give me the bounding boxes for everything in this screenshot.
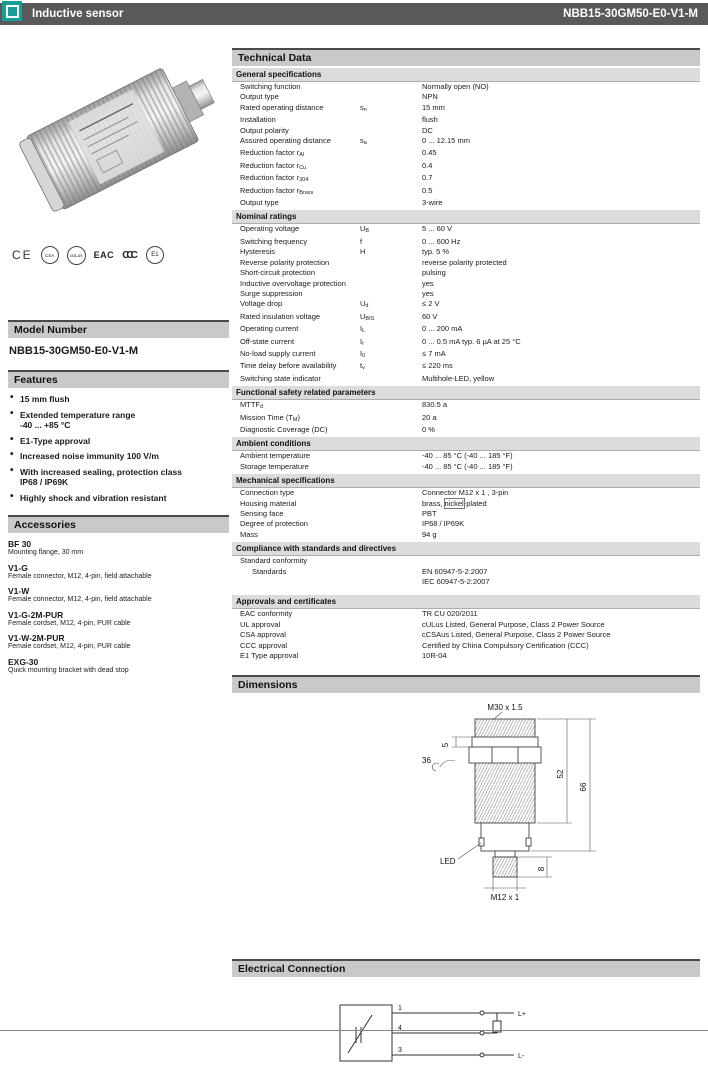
accessory-item — [8, 586, 229, 605]
spec-row — [232, 337, 700, 349]
accessory-name: V1-G — [8, 562, 28, 573]
spec-symbol: $U_d$ — [360, 299, 369, 310]
spec-symbol — [360, 289, 422, 299]
dimension-drawing — [232, 693, 700, 931]
spec-symbol — [360, 173, 422, 185]
spec-symbol: $I_r$ — [360, 336, 364, 347]
supply-plus-label: L+ — [518, 1011, 526, 1019]
spec-label: Operating voltage — [240, 224, 300, 234]
feature-item: • Extended temperature range -40 ... +85 °C — [8, 410, 229, 431]
spec-row — [232, 268, 700, 278]
spec-row — [232, 136, 700, 148]
spec-symbol — [360, 519, 422, 529]
culus-mark-icon: cULus — [67, 246, 86, 265]
spec-value: 60 V — [422, 311, 438, 321]
product-photo — [8, 32, 229, 240]
spec-row — [232, 279, 700, 289]
spec-label: Off-state current — [240, 336, 295, 346]
spec-value: 15 mm — [422, 102, 445, 112]
spec-symbol — [360, 115, 422, 125]
spec-label: Storage temperature — [240, 461, 309, 471]
spec-value: Multihole-LED, yellow — [422, 373, 495, 383]
spec-symbol — [360, 620, 422, 630]
spec-label: Connection type — [240, 488, 295, 498]
spec-label: CCC approval — [240, 640, 288, 650]
spec-value: Normally open (NO) — [422, 82, 489, 91]
accessory-desc: Female cordset, M12, 4-pin, PUR cable — [8, 643, 131, 650]
spec-value: TR CU 020/2011 — [422, 609, 478, 619]
product-category: Inductive sensor — [32, 8, 124, 20]
spec-symbol: $t_v$ — [360, 361, 365, 372]
spec-label: Sensing face — [240, 509, 284, 518]
feature-item: • 15 mm flush — [8, 394, 229, 405]
eac-mark-icon: EAC — [93, 250, 115, 260]
spec-symbol — [360, 82, 422, 92]
spec-symbol — [360, 161, 422, 173]
spec-row — [232, 312, 700, 324]
spec-label: Inductive overvoltage protection — [240, 278, 346, 288]
accessories-header: Accessories — [8, 515, 229, 533]
spec-row — [232, 173, 700, 185]
spec-value — [422, 556, 700, 566]
spec-label: Switching frequency — [240, 236, 308, 246]
spec-value: NPN — [422, 92, 438, 102]
spec-symbol — [360, 509, 422, 519]
spec-row — [232, 556, 700, 566]
dim-label-52: 52 — [556, 770, 565, 779]
spec-row — [232, 224, 700, 236]
spec-symbol: $I_L$ — [360, 324, 366, 335]
subsection-header: Functional safety related parameters — [232, 386, 700, 400]
spec-value: 5 ... 60 V — [422, 224, 453, 234]
spec-symbol — [360, 609, 422, 619]
spec-row — [232, 519, 700, 529]
spec-symbol — [360, 630, 422, 640]
spec-symbol — [360, 488, 422, 498]
spec-value: 0 ... 200 mA — [422, 324, 463, 334]
spec-symbol — [360, 651, 422, 661]
spec-row — [232, 237, 700, 247]
dim-label-5: 5 — [441, 743, 450, 748]
spec-symbol — [360, 425, 422, 435]
brand-logo-icon — [2, 1, 22, 21]
accessory-desc: Mounting flange, 30 mm — [8, 549, 84, 556]
spec-symbol: $I_0$ — [360, 348, 366, 359]
spec-row — [232, 115, 700, 125]
feature-item: • With increased sealing, protection class IP68 / IP69K — [8, 467, 229, 488]
spec-value: IP68 / IP69K — [422, 519, 465, 529]
spec-row — [232, 462, 700, 472]
dim-label-m12: M12 x 1 — [490, 893, 520, 903]
spec-label: Surge suppression — [240, 288, 303, 298]
sensor-photo-illustration — [8, 32, 229, 240]
spec-row — [232, 148, 700, 160]
spec-label: Rated insulation voltage — [240, 311, 321, 321]
spec-label: Mission Time $(T_M)$ — [240, 412, 301, 423]
pin-4-label: 4 — [398, 1025, 402, 1033]
certification-marks — [12, 244, 229, 266]
spec-label: Reduction factor $r_{Al}$ — [240, 148, 305, 159]
spec-symbol: $s_n$ — [360, 102, 367, 113]
spec-value: Connector M12 x 1 , 3-pin — [422, 488, 509, 498]
spec-label: Installation — [240, 115, 276, 125]
spec-row — [232, 103, 700, 115]
spec-row — [232, 400, 700, 412]
features-header: Features — [8, 370, 229, 388]
spec-symbol — [360, 92, 422, 102]
dimension-svg — [400, 701, 635, 926]
spec-row — [232, 289, 700, 299]
right-column — [232, 48, 700, 1077]
page-bottom-rule — [0, 1030, 708, 1031]
spec-row — [232, 198, 700, 208]
subsection-header: Nominal ratings — [232, 210, 700, 224]
spec-value: ≤ 7 mA — [422, 348, 446, 358]
spec-row — [232, 349, 700, 361]
subsection-header: Approvals and certificates — [232, 595, 700, 609]
dim-label-led: LED — [440, 857, 456, 867]
spec-row — [232, 488, 700, 498]
spec-label: Voltage drop — [240, 299, 283, 309]
feature-item: • E1-Type approval — [8, 436, 229, 447]
spec-value: 0 ... 600 Hz — [422, 236, 461, 246]
spec-value: cULus Listed, General Purpose, Class 2 Power Source — [422, 619, 605, 629]
spec-value: 0 ... 0.5 mA typ. 6 µA at 25 °C — [422, 336, 521, 346]
spec-symbol — [360, 451, 422, 461]
spec-row — [232, 451, 700, 461]
accessory-desc: Female connector, M12, 4-pin, field attachable — [8, 572, 152, 580]
spec-value: cCSAus Listed, General Purpose, Class 2 Power Source — [422, 630, 611, 640]
spec-label: Output type — [240, 92, 279, 102]
features-list — [8, 394, 229, 503]
spec-row — [232, 620, 700, 630]
spec-symbol — [360, 279, 422, 289]
accessory-name: V1-W-2M-PUR — [8, 633, 65, 643]
spec-value: 20 a — [422, 412, 437, 422]
product-model-header: NBB15-30GM50-E0-V1-M — [563, 8, 698, 20]
spec-symbol: $s_a$ — [360, 136, 367, 147]
spec-label: Output type — [240, 198, 279, 208]
feature-item: • Highly shock and vibration resistant — [8, 493, 229, 504]
spec-label: CSA approval — [240, 630, 286, 640]
electrical-diagram — [232, 977, 700, 1077]
accessory-item — [8, 610, 229, 629]
spec-row — [232, 258, 700, 268]
spec-symbol — [360, 413, 422, 425]
spec-label: Housing material — [240, 498, 297, 508]
spec-row — [232, 82, 700, 92]
spec-label: Reduction factor $r_{Cu}$ — [240, 160, 307, 171]
spec-value: pulsing — [422, 268, 446, 278]
dim-label-36: 36 — [422, 756, 431, 766]
spec-row — [232, 324, 700, 336]
spec-value: yes — [422, 288, 434, 298]
spec-symbol — [360, 567, 422, 588]
model-number-header: Model Number — [8, 320, 229, 338]
spec-value: 0.7 — [422, 173, 433, 183]
spec-value: 0.45 — [422, 148, 437, 158]
accessory-item — [8, 539, 229, 558]
spec-value: 94 g — [422, 529, 437, 539]
spec-symbol: f — [360, 236, 363, 246]
model-number: NBB15-30GM50-E0-V1-M — [9, 345, 138, 357]
spec-value: yes — [422, 278, 434, 288]
page-header — [0, 3, 708, 25]
spec-row — [232, 567, 700, 588]
spec-label: Degree of protection — [240, 519, 308, 529]
spec-row — [232, 509, 700, 519]
spec-value: 10R-04 — [422, 651, 447, 661]
spec-label: Time delay before availability — [240, 361, 337, 371]
spec-row — [232, 186, 700, 198]
ccc-mark-icon: CCC — [122, 249, 135, 261]
spec-row — [232, 530, 700, 540]
accessory-desc: Female cordset, M12, 4-pin, PUR cable — [8, 619, 131, 627]
brand-logo-inner-square — [6, 5, 19, 18]
spec-value: EN 60947-5-2:2007 IEC 60947-5-2:2007 — [422, 566, 490, 587]
left-column — [8, 32, 229, 680]
pin-3-label: 3 — [398, 1047, 402, 1055]
spec-value: 830.5 a — [422, 400, 448, 410]
accessories-list — [8, 539, 229, 675]
spec-row — [232, 161, 700, 173]
spec-row — [232, 641, 700, 651]
spec-label: Reduction factor $r_{Brass}$ — [240, 185, 314, 196]
spec-value: PBT — [422, 509, 437, 518]
subsection-header: Compliance with standards and directives — [232, 542, 700, 556]
spec-row — [232, 92, 700, 102]
subsection-header: Mechanical specifications — [232, 474, 700, 488]
spec-label: UL approval — [240, 619, 281, 629]
spec-symbol — [360, 374, 422, 384]
dim-label-8: 8 — [537, 867, 546, 872]
spec-row — [232, 413, 700, 425]
spec-label: Output polarity — [240, 125, 289, 135]
spec-value: brass, nickel-plated — [422, 498, 487, 508]
spec-symbol: H — [360, 247, 366, 257]
spec-row — [232, 609, 700, 619]
spec-row — [232, 126, 700, 136]
spec-value: 0 % — [422, 424, 435, 434]
spec-value: Certified by China Compulsory Certification (CCC) — [422, 640, 589, 650]
spec-symbol — [360, 258, 422, 268]
spec-row — [232, 630, 700, 640]
spec-label: Reverse polarity protection — [240, 257, 330, 267]
supply-minus-label: L- — [518, 1053, 525, 1061]
spec-label: EAC conformity — [240, 609, 293, 619]
spec-label: Reduction factor $r_{304}$ — [240, 173, 309, 184]
spec-symbol: $U_{BIS}$ — [360, 311, 375, 322]
electrical-svg — [332, 991, 532, 1076]
accessory-name: BF 30 — [8, 539, 32, 549]
accessory-desc: Female connector, M12, 4-pin, field attachable — [8, 596, 152, 603]
spec-value: flush — [422, 115, 438, 125]
spec-symbol — [360, 641, 422, 651]
spec-value: 0 ... 12.15 mm — [422, 136, 470, 146]
spec-value: DC — [422, 125, 433, 135]
spec-label: $MTTF_d$ — [240, 400, 264, 411]
spec-label: Mass — [240, 529, 258, 539]
spec-label: Rated operating distance — [240, 102, 324, 112]
accessory-name: V1-W — [8, 586, 30, 596]
spec-row — [232, 374, 700, 384]
spec-row — [232, 499, 700, 509]
spec-symbol — [360, 148, 422, 160]
spec-label: Switching function — [240, 82, 301, 91]
spec-label: Ambient temperature — [240, 451, 311, 461]
spec-symbol — [360, 462, 422, 472]
spec-symbol — [360, 268, 422, 278]
dim-label-m30: M30 x 1.5 — [487, 703, 523, 713]
spec-value: 0.4 — [422, 160, 433, 170]
spec-symbol: $U_B$ — [360, 224, 370, 235]
ce-mark-icon: CE — [12, 248, 33, 262]
spec-value: typ. 5 % — [422, 247, 450, 257]
spec-label: Standard conformity — [240, 556, 308, 566]
spec-symbol — [360, 126, 422, 136]
spec-label: Standards — [252, 566, 287, 576]
spec-symbol — [360, 400, 422, 412]
spec-value: reverse polarity protected — [422, 257, 507, 267]
e1-mark-icon: E1 — [146, 246, 164, 264]
pin-1-label: 1 — [398, 1005, 402, 1013]
spec-label: No-load supply current — [240, 348, 316, 358]
subsection-header: General specifications — [232, 68, 700, 82]
feature-item: • Increased noise immunity 100 V/m — [8, 451, 229, 462]
spec-symbol — [360, 556, 422, 566]
spec-row — [232, 299, 700, 311]
spec-symbol — [360, 530, 422, 540]
csa-mark-icon: CSA — [41, 246, 59, 264]
spec-value: ≤ 220 ms — [422, 361, 453, 371]
spec-label: Operating current — [240, 324, 299, 334]
accessory-item — [8, 633, 229, 652]
spec-row — [232, 425, 700, 435]
spec-value: ≤ 2 V — [422, 299, 440, 309]
spec-label: Assured operating distance — [240, 136, 331, 146]
spec-row — [232, 247, 700, 257]
technical-sections — [232, 68, 700, 661]
accessory-name: EXG-30 — [8, 656, 39, 667]
technical-data-header: Technical Data — [232, 48, 700, 66]
spec-value: -40 ... 85 °C (-40 ... 185 °F) — [422, 451, 513, 461]
spec-label: Short-circuit protection — [240, 268, 316, 278]
spec-label: Diagnostic Coverage (DC) — [240, 424, 328, 434]
spec-row — [232, 651, 700, 661]
dim-label-66: 66 — [579, 783, 588, 792]
spec-label: Hysteresis — [240, 247, 276, 257]
dimensions-header: Dimensions — [232, 675, 700, 693]
spec-label: Switching state indicator — [240, 373, 321, 383]
subsection-header: Ambient conditions — [232, 437, 700, 451]
accessory-desc: Quick mounting bracket with dead stop — [8, 666, 129, 674]
spec-symbol — [360, 198, 422, 208]
electrical-connection-header: Electrical Connection — [232, 959, 700, 977]
spec-label: E1 Type approval — [240, 651, 299, 661]
accessory-item — [8, 563, 229, 582]
spec-value: 3-wire — [422, 198, 443, 208]
spec-value: -40 ... 85 °C (-40 ... 185 °F) — [422, 461, 513, 471]
spec-symbol — [360, 499, 422, 509]
accessory-name: V1-G-2M-PUR — [8, 609, 64, 620]
spec-value: 0.5 — [422, 185, 433, 195]
accessory-item — [8, 657, 229, 676]
spec-row — [232, 361, 700, 373]
spec-symbol — [360, 186, 422, 198]
